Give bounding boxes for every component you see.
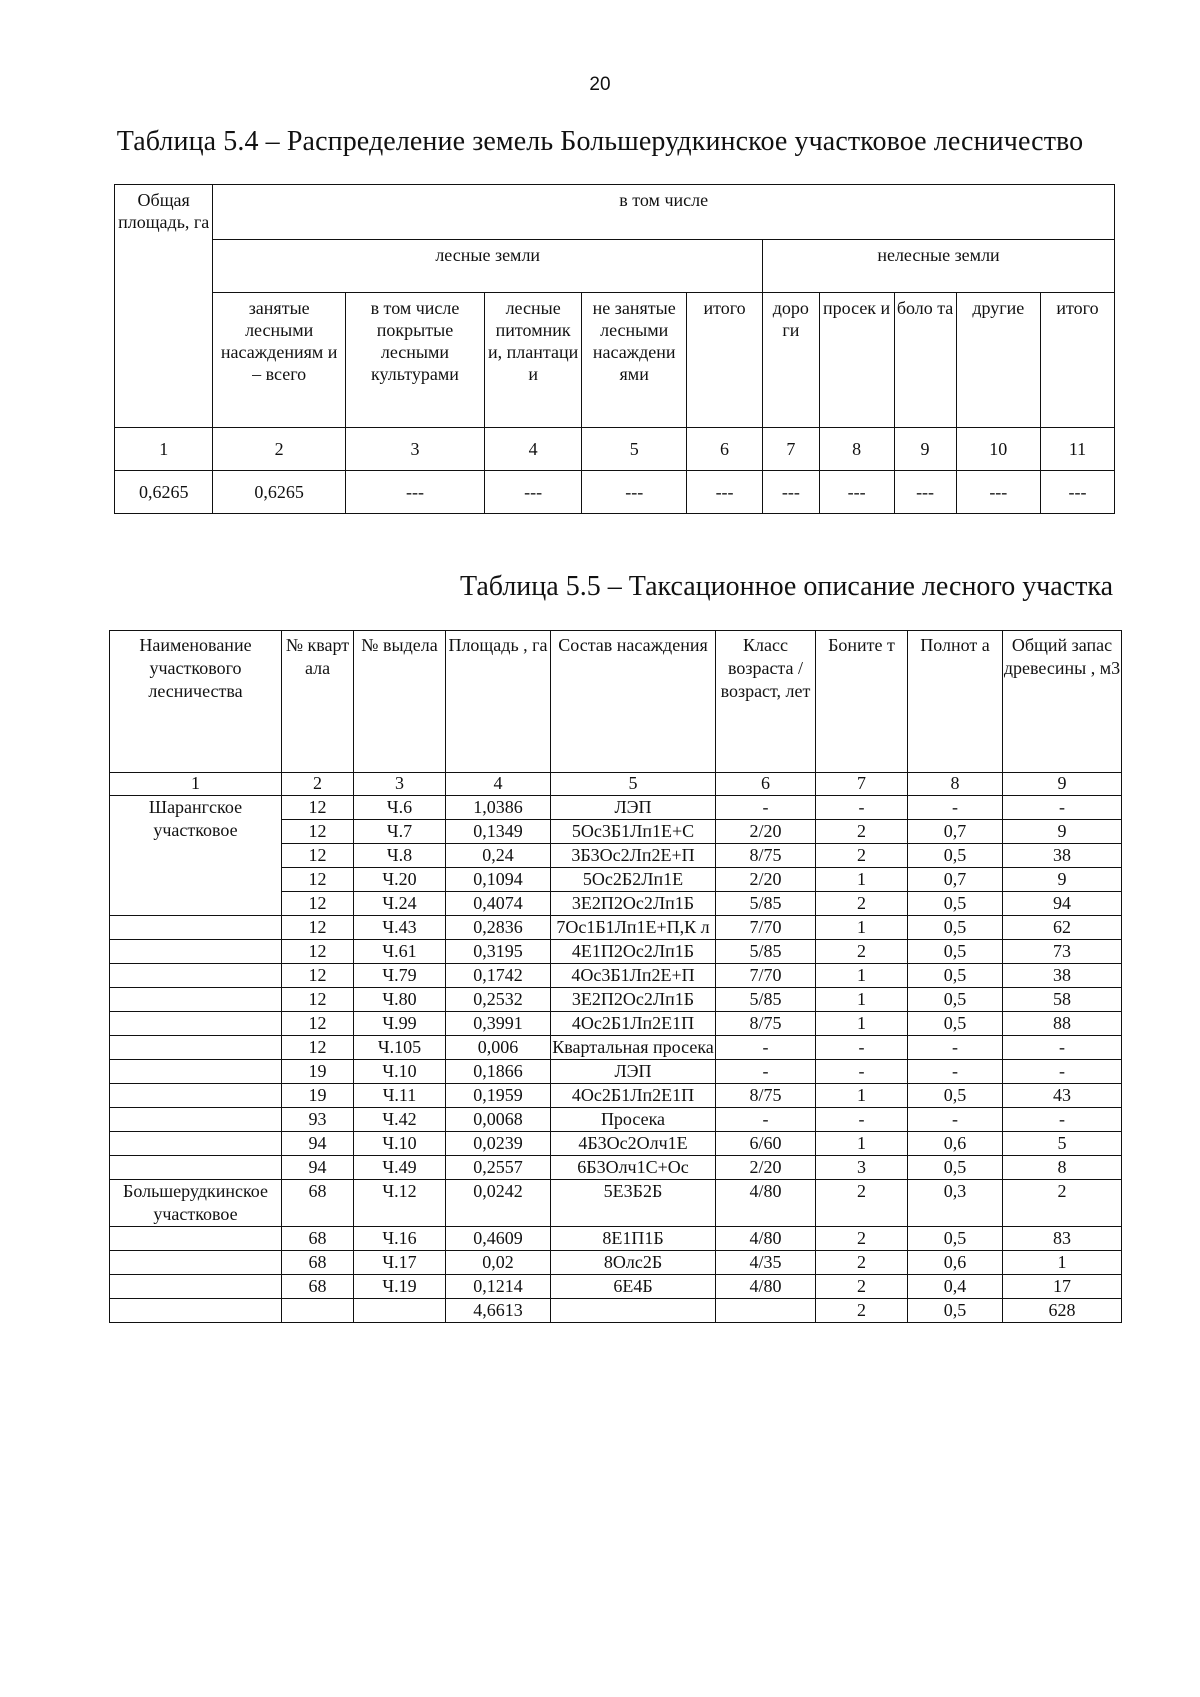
forestry-name-cell [110,1227,282,1251]
column-number: 4 [484,428,581,471]
table-cell: 4/35 [716,1251,816,1275]
forestry-name-cell: Большерудкинское участковое [110,1180,282,1227]
table-cell: - [908,1108,1003,1132]
table-cell: Ч.61 [354,940,446,964]
column-header: не занятые лесными насаждени ями [582,293,687,428]
table-cell: 0,1742 [446,964,551,988]
table-cell: 88 [1003,1012,1122,1036]
page-number: 20 [589,74,611,95]
table-cell: 0,1349 [446,820,551,844]
table-row [110,964,1122,988]
table-cell: Ч.43 [354,916,446,940]
table-cell: 12 [282,916,354,940]
table-cell: 1 [816,1012,908,1036]
table-row [110,1108,1122,1132]
table-row [110,1060,1122,1084]
table-cell: Ч.10 [354,1132,446,1156]
table-cell: 94 [282,1132,354,1156]
table-cell: Ч.20 [354,868,446,892]
table-cell: Ч.80 [354,988,446,1012]
table-row [115,471,1115,514]
table-cell: 1 [816,1132,908,1156]
table-cell: Ч.12 [354,1180,446,1227]
table-cell: 94 [1003,892,1122,916]
table-cell: 2 [816,1227,908,1251]
table-cell: --- [687,471,763,514]
table-cell: 0,3 [908,1180,1003,1227]
table-cell: 19 [282,1084,354,1108]
table-cell: 8/75 [716,844,816,868]
table-cell: 4,6613 [446,1299,551,1323]
table-cell: - [716,1108,816,1132]
table-cell: 6/60 [716,1132,816,1156]
forestry-name-cell [110,1251,282,1275]
column-header: № кварт ала [282,631,354,773]
table-cell: 2 [1003,1180,1122,1227]
table-cell: 0,3195 [446,940,551,964]
table-row [110,796,1122,820]
forestry-name-cell [110,1299,282,1323]
table-cell: 0,5 [908,916,1003,940]
table-row [110,1227,1122,1251]
table-cell: Ч.8 [354,844,446,868]
table-cell: --- [1041,471,1115,514]
table-cell: 7/70 [716,916,816,940]
table-cell: 68 [282,1180,354,1227]
column-header: боло та [894,293,956,428]
table-cell: 0,02 [446,1251,551,1275]
table-cell: - [816,1060,908,1084]
column-header: Полнот а [908,631,1003,773]
column-number: 2 [213,428,346,471]
table-cell: 1 [1003,1251,1122,1275]
header-nonforest-lands: нелесные земли [763,240,1115,293]
table-cell: - [908,1036,1003,1060]
forestry-name-cell [110,916,282,940]
table-cell: 0,3991 [446,1012,551,1036]
table-cell: 0,5 [908,940,1003,964]
table-cell: - [716,1036,816,1060]
column-number: 5 [551,773,716,796]
table-row [110,1156,1122,1180]
table-cell: 73 [1003,940,1122,964]
table-caption-5-4: Таблица 5.4 – Распределение земель Большерудкинское участковое лесничество [116,126,1084,157]
table-cell: 2/20 [716,1156,816,1180]
table-cell: 4/80 [716,1227,816,1251]
table-cell: 6Е4Б [551,1275,716,1299]
table-cell: - [1003,1060,1122,1084]
table-cell: 1 [816,916,908,940]
table-cell: 0,5 [908,988,1003,1012]
header-forest-lands: лесные земли [213,240,763,293]
table-cell: 0,5 [908,964,1003,988]
forestry-name-cell [110,1108,282,1132]
table-cell: 1 [816,988,908,1012]
table-cell: 38 [1003,964,1122,988]
table-cell: 9 [1003,868,1122,892]
table-cell: 4Ос2Б1Лп2Е1П [551,1084,716,1108]
table-cell: 628 [1003,1299,1122,1323]
table-cell: 0,1959 [446,1084,551,1108]
table-row [110,1251,1122,1275]
table-cell: 8/75 [716,1084,816,1108]
table-cell: 4/80 [716,1180,816,1227]
table-cell: 0,5 [908,1227,1003,1251]
table-cell: 0,0068 [446,1108,551,1132]
table-cell: 4Ос3Б1Лп2Е+П [551,964,716,988]
table-cell: 2 [816,1180,908,1227]
column-header: занятые лесными насаждениям и – всего [213,293,346,428]
table-cell: 12 [282,964,354,988]
table-cell: 0,4609 [446,1227,551,1251]
table-cell: - [1003,796,1122,820]
table-cell: 0,6265 [115,471,213,514]
table-cell: Квартальная просека [551,1036,716,1060]
table-cell: - [908,796,1003,820]
table-cell: 0,7 [908,868,1003,892]
table-cell: 0,0242 [446,1180,551,1227]
table-cell: 12 [282,820,354,844]
table-cell: - [716,796,816,820]
table-cell: 2 [816,1275,908,1299]
table-cell: 1 [816,868,908,892]
table-cell [282,1299,354,1323]
table-cell: 68 [282,1227,354,1251]
table-cell: 17 [1003,1275,1122,1299]
column-header: Боните т [816,631,908,773]
table-row [110,940,1122,964]
column-number: 9 [1003,773,1122,796]
table-cell: --- [894,471,956,514]
table-cell: Ч.19 [354,1275,446,1299]
table-cell: - [908,1060,1003,1084]
table-cell: 0,5 [908,1084,1003,1108]
table-cell: --- [582,471,687,514]
table-cell: 8Олс2Б [551,1251,716,1275]
column-number: 6 [687,428,763,471]
table-cell: 0,1094 [446,868,551,892]
table-cell: 7Ос1Б1Лп1Е+П,К л [551,916,716,940]
table-cell: - [1003,1036,1122,1060]
table-cell: 3Б3Ос2Лп2Е+П [551,844,716,868]
column-number: 7 [763,428,820,471]
column-header: Состав насаждения [551,631,716,773]
table-cell: 8/75 [716,1012,816,1036]
table-cell: Ч.105 [354,1036,446,1060]
table-cell: 0,0239 [446,1132,551,1156]
table-cell: 0,4 [908,1275,1003,1299]
land-distribution-table [114,184,1115,514]
table-row [110,1132,1122,1156]
table-cell: 0,5 [908,1012,1003,1036]
table-cell: 4/80 [716,1275,816,1299]
table-cell: 93 [282,1108,354,1132]
column-number: 3 [354,773,446,796]
table-cell: 0,6 [908,1132,1003,1156]
table-cell: --- [819,471,894,514]
table-cell: 0,5 [908,1299,1003,1323]
table-cell [354,1299,446,1323]
table-cell: 0,6265 [213,471,346,514]
column-number: 4 [446,773,551,796]
forestry-name-cell [110,964,282,988]
column-number: 5 [582,428,687,471]
table-row [110,988,1122,1012]
table-cell: Ч.17 [354,1251,446,1275]
forestry-name-cell [110,1084,282,1108]
header-including: в том числе [213,185,1115,240]
table-cell: 4Ос2Б1Лп2Е1П [551,1012,716,1036]
table-cell: --- [484,471,581,514]
column-header: доро ги [763,293,820,428]
table-cell: 3Е2П2Ос2Лп1Б [551,988,716,1012]
column-header: № выдела [354,631,446,773]
table-cell: 8Е1П1Б [551,1227,716,1251]
table-cell: 5Ос3Б1Лп1Е+С [551,820,716,844]
forestry-name-cell [110,1036,282,1060]
table-cell: Ч.10 [354,1060,446,1084]
table-cell: 2/20 [716,868,816,892]
table-row [110,916,1122,940]
forestry-name-cell [110,988,282,1012]
table-cell: - [816,1036,908,1060]
forestry-name-cell [110,1060,282,1084]
table-cell: 2 [816,940,908,964]
table-cell: 12 [282,940,354,964]
column-number: 1 [110,773,282,796]
column-number: 10 [956,428,1040,471]
table-cell: 43 [1003,1084,1122,1108]
table-cell: 2/20 [716,820,816,844]
table-cell: 68 [282,1275,354,1299]
table-cell: 62 [1003,916,1122,940]
table-caption-5-5: Таблица 5.5 – Таксационное описание лесного участка [459,571,1113,602]
column-header: лесные питомник и, плантаци и [484,293,581,428]
forestry-name-cell [110,1012,282,1036]
table-cell: 12 [282,868,354,892]
table-cell: 0,2836 [446,916,551,940]
table-cell: 12 [282,844,354,868]
column-number: 11 [1041,428,1115,471]
table-cell: - [716,1060,816,1084]
table-cell: 19 [282,1060,354,1084]
column-number: 8 [908,773,1003,796]
table-cell: Ч.16 [354,1227,446,1251]
table-cell: 2 [816,1251,908,1275]
column-header: Площадь , га [446,631,551,773]
table-cell: Ч.11 [354,1084,446,1108]
table-cell: Ч.99 [354,1012,446,1036]
table-cell: 12 [282,796,354,820]
table-cell: 0,5 [908,1156,1003,1180]
forestry-name-cell [110,1275,282,1299]
table-cell: 0,1214 [446,1275,551,1299]
forestry-name-cell [110,940,282,964]
forestry-name-cell [110,1132,282,1156]
column-number: 6 [716,773,816,796]
table-row [110,1180,1122,1227]
table-cell: 5Е3Б2Б [551,1180,716,1227]
table-cell: 68 [282,1251,354,1275]
column-number: 9 [894,428,956,471]
column-number: 1 [115,428,213,471]
table-row [110,1036,1122,1060]
column-header: Наименование участкового лесничества [110,631,282,773]
table-cell: 12 [282,1036,354,1060]
table-row [110,1275,1122,1299]
table-cell: - [816,1108,908,1132]
table-cell: 0,7 [908,820,1003,844]
column-number: 8 [819,428,894,471]
table-cell: --- [956,471,1040,514]
header-row [110,631,1122,773]
table-cell: --- [763,471,820,514]
table-cell: - [1003,1108,1122,1132]
column-header: итого [1041,293,1115,428]
table-cell: 0,2557 [446,1156,551,1180]
table-cell: 1,0386 [446,796,551,820]
table-cell: Просека [551,1108,716,1132]
table-cell: 5/85 [716,892,816,916]
table-cell: --- [345,471,484,514]
table-cell: 0,1866 [446,1060,551,1084]
table-cell: 6Б3Олч1С+Ос [551,1156,716,1180]
table-cell: 8 [1003,1156,1122,1180]
table-cell: 38 [1003,844,1122,868]
table-cell: ЛЭП [551,796,716,820]
column-header: Общий запас древесины , м3 [1003,631,1122,773]
table-cell: 0,5 [908,844,1003,868]
table-cell: 3Е2П2Ос2Лп1Б [551,892,716,916]
table-cell: 2 [816,844,908,868]
table-cell: 0,006 [446,1036,551,1060]
column-header: другие [956,293,1040,428]
table-cell: Ч.24 [354,892,446,916]
table-row [110,1084,1122,1108]
column-number: 2 [282,773,354,796]
table-cell: 1 [816,964,908,988]
table-cell: 7/70 [716,964,816,988]
column-number-row [110,773,1122,796]
column-number: 7 [816,773,908,796]
table-cell: Ч.79 [354,964,446,988]
forestry-name-cell: Шарангское участковое [110,796,282,916]
table-cell: 5/85 [716,940,816,964]
table-cell: 83 [1003,1227,1122,1251]
table-cell: 2 [816,820,908,844]
table-cell: 1 [816,1084,908,1108]
taxation-table [109,630,1122,1323]
table-cell: Ч.6 [354,796,446,820]
table-cell: 0,5 [908,892,1003,916]
table-row [110,1299,1122,1323]
table-cell: 0,2532 [446,988,551,1012]
table-cell: 4Е1П2Ос2Лп1Б [551,940,716,964]
header-total-area: Общая площадь, га [115,185,213,428]
table-cell: 3 [816,1156,908,1180]
table-cell: 5 [1003,1132,1122,1156]
table-cell: Ч.49 [354,1156,446,1180]
table-cell: 12 [282,1012,354,1036]
table-cell: 0,4074 [446,892,551,916]
column-header: итого [687,293,763,428]
table-cell: 9 [1003,820,1122,844]
table-cell: Ч.7 [354,820,446,844]
table-cell: 12 [282,892,354,916]
table-cell [716,1299,816,1323]
column-header: Класс возраста / возраст, лет [716,631,816,773]
table-cell: 2 [816,1299,908,1323]
column-header: просек и [819,293,894,428]
table-cell: 94 [282,1156,354,1180]
forestry-name-cell [110,1156,282,1180]
table-cell: 5Ос2Б2Лп1Е [551,868,716,892]
column-header: в том числе покрытые лесными культурами [345,293,484,428]
table-cell [551,1299,716,1323]
table-cell: Ч.42 [354,1108,446,1132]
table-cell: 12 [282,988,354,1012]
table-cell: 58 [1003,988,1122,1012]
table-cell: 2 [816,892,908,916]
column-number-row [115,428,1115,471]
table-cell: - [816,796,908,820]
table-cell: 4Б3Ос2Олч1Е [551,1132,716,1156]
table-cell: 0,24 [446,844,551,868]
table-row [110,1012,1122,1036]
column-number: 3 [345,428,484,471]
table-cell: 0,6 [908,1251,1003,1275]
table-cell: 5/85 [716,988,816,1012]
table-cell: ЛЭП [551,1060,716,1084]
